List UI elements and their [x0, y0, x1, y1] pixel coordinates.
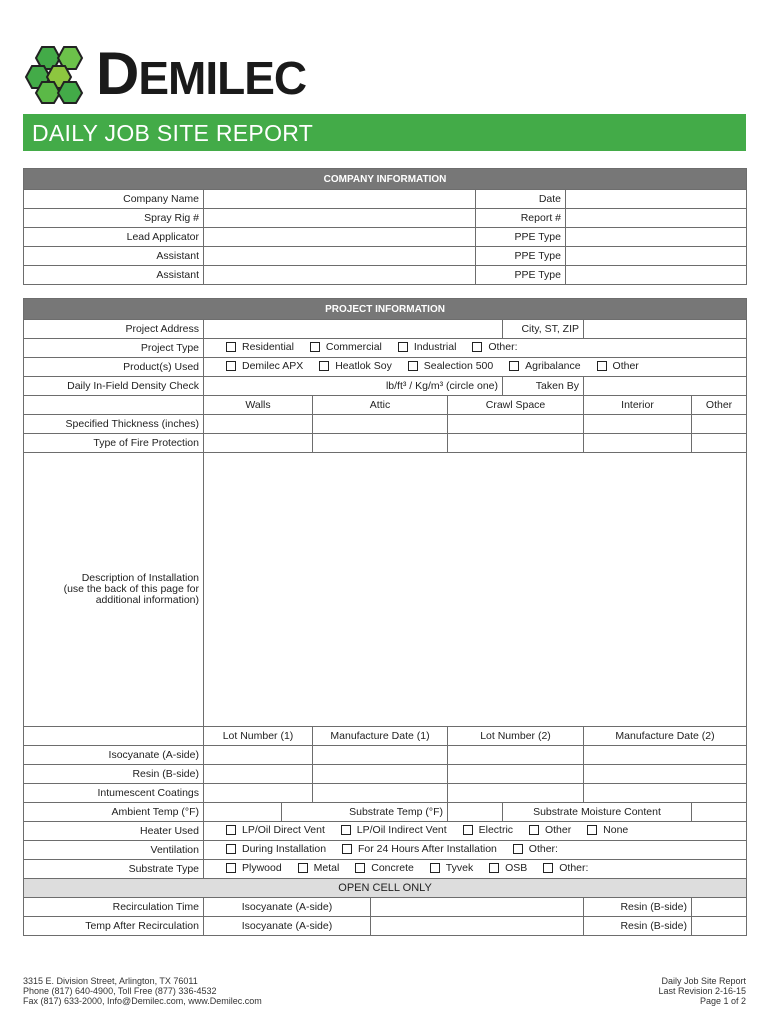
project-type-label: Project Type [24, 339, 204, 358]
checkbox-icon [587, 825, 597, 835]
int-lot-1-field[interactable] [204, 784, 313, 803]
intumescent-label: Intumescent Coatings [24, 784, 204, 803]
description-label [24, 453, 204, 727]
footer-doc-info [658, 976, 746, 1006]
checkbox-heatlok-soy[interactable] [319, 360, 392, 372]
table-row [24, 453, 747, 727]
checkbox-industrial[interactable] [398, 341, 457, 353]
option-label: Electric [478, 824, 514, 836]
assistant-field[interactable] [204, 247, 476, 266]
fire-crawl-field[interactable] [448, 434, 584, 453]
option-label: Other [612, 360, 639, 372]
table-row [24, 746, 747, 765]
manufacture-date-1-header: Manufacture Date (1) [313, 727, 448, 746]
table-row [24, 784, 747, 803]
ambient-temp-field[interactable] [204, 803, 282, 822]
fire-walls-field[interactable] [204, 434, 313, 453]
iso-lot-2-field[interactable] [448, 746, 584, 765]
table-row [24, 765, 747, 784]
brand-rest: EMILEC [138, 52, 307, 104]
table-row [24, 727, 747, 746]
checkbox-icon [509, 361, 519, 371]
checkbox-substrate-other[interactable] [543, 862, 588, 874]
thickness-attic-field[interactable] [313, 415, 448, 434]
spray-rig-field[interactable] [204, 209, 476, 228]
checkbox-lp-indirect[interactable] [341, 824, 447, 836]
checkbox-icon [398, 342, 408, 352]
ppe-type-field[interactable] [566, 228, 747, 247]
isocyanate-label: Isocyanate (A-side) [24, 746, 204, 765]
checkbox-heater-other[interactable] [529, 824, 571, 836]
products-used-label: Product(s) Used [24, 358, 204, 377]
option-label: LP/Oil Indirect Vent [356, 824, 447, 836]
fire-attic-field[interactable] [313, 434, 448, 453]
company-information-table [23, 168, 747, 285]
footer-phone: Phone (817) 640-4900, Toll Free (877) 336-4532 [23, 986, 217, 996]
company-name-field[interactable] [204, 190, 476, 209]
table-row [24, 377, 747, 396]
ppe-type-field[interactable] [566, 266, 747, 285]
checkbox-none[interactable] [587, 824, 628, 836]
company-info-header: COMPANY INFORMATION [24, 169, 747, 190]
density-units-field[interactable]: lb/ft³ / Kg/m³ (circle one) [204, 377, 503, 396]
substrate-temp-field[interactable] [448, 803, 503, 822]
checkbox-icon [463, 825, 473, 835]
temp-resin-field[interactable] [692, 917, 747, 936]
iso-date-1-field[interactable] [313, 746, 448, 765]
checkbox-agribalance[interactable] [509, 360, 580, 372]
option-label: Concrete [371, 862, 414, 874]
recirculation-time-label: Recirculation Time [24, 898, 204, 917]
company-name-label: Company Name [24, 190, 204, 209]
table-row [24, 228, 747, 247]
temp-iso-label: Isocyanate (A-side) [204, 917, 371, 936]
thickness-other-field[interactable] [692, 415, 747, 434]
area-walls-header: Walls [204, 396, 313, 415]
brand-wordmark [96, 40, 307, 107]
footer-address: 3315 E. Division Street, Arlington, TX 76011 [23, 976, 198, 986]
hexagon-cluster-icon [24, 44, 94, 106]
checkbox-concrete[interactable] [355, 862, 414, 874]
checkbox-icon [298, 863, 308, 873]
table-row [24, 841, 747, 860]
resin-lot-1-field[interactable] [204, 765, 313, 784]
description-line: (use the back of this page for [63, 583, 199, 595]
checkbox-during-installation[interactable] [226, 843, 326, 855]
resin-date-2-field[interactable] [584, 765, 747, 784]
option-label: Plywood [242, 862, 282, 874]
footer-fax: Fax (817) 633-2000, Info@Demilec.com, www.Demilec.com [23, 996, 262, 1006]
checkbox-electric[interactable] [463, 824, 513, 836]
lead-applicator-label: Lead Applicator [24, 228, 204, 247]
option-label: For 24 Hours After Installation [357, 843, 497, 855]
city-field[interactable] [584, 320, 747, 339]
report-title: DAILY JOB SITE REPORT [32, 120, 314, 146]
option-label: Other: [528, 843, 558, 855]
table-row [24, 358, 747, 377]
int-lot-2-field[interactable] [448, 784, 584, 803]
ppe-type-label: PPE Type [476, 266, 566, 285]
checkbox-icon [226, 863, 236, 873]
checkbox-icon [226, 825, 236, 835]
area-attic-header: Attic [313, 396, 448, 415]
description-line: additional information) [95, 594, 199, 606]
footer-contact [23, 976, 262, 1006]
city-label: City, ST, ZIP [503, 320, 584, 339]
table-row [24, 860, 747, 879]
project-information-table [23, 298, 747, 936]
table-row [24, 396, 747, 415]
substrate-options [204, 860, 747, 879]
checkbox-residential[interactable] [226, 341, 294, 353]
checkbox-icon [472, 342, 482, 352]
checkbox-osb[interactable] [489, 862, 527, 874]
fire-interior-field[interactable] [584, 434, 692, 453]
checkbox-icon [408, 361, 418, 371]
table-row [24, 822, 747, 841]
spray-rig-label: Spray Rig # [24, 209, 204, 228]
heater-options [204, 822, 747, 841]
checkbox-icon [597, 361, 607, 371]
option-label: Other: [559, 862, 589, 874]
option-label: Heatlok Soy [335, 360, 392, 372]
brand-initial: D [96, 40, 139, 107]
area-other-header: Other [692, 396, 747, 415]
taken-by-field[interactable] [584, 377, 747, 396]
temp-after-recirc-label: Temp After Recirculation [24, 917, 204, 936]
thickness-crawl-field[interactable] [448, 415, 584, 434]
report-title-bar [23, 114, 746, 151]
option-label: Tyvek [445, 862, 474, 874]
specified-thickness-label: Specified Thickness (inches) [24, 415, 204, 434]
date-label: Date [476, 190, 566, 209]
table-row [24, 266, 747, 285]
checkbox-commercial[interactable] [310, 341, 382, 353]
checkbox-plywood[interactable] [226, 862, 282, 874]
ppe-type-label: PPE Type [476, 247, 566, 266]
option-label: Industrial [413, 341, 457, 353]
option-label: Other [544, 824, 572, 836]
description-field[interactable] [204, 453, 747, 727]
int-date-2-field[interactable] [584, 784, 747, 803]
checkbox-icon [513, 844, 523, 854]
checkbox-demilec-apx[interactable] [226, 360, 303, 372]
iso-lot-1-field[interactable] [204, 746, 313, 765]
checkbox-other[interactable] [472, 341, 517, 353]
description-line: Description of Installation [81, 572, 199, 584]
checkbox-icon [226, 844, 236, 854]
lot-number-2-header: Lot Number (2) [448, 727, 584, 746]
table-row [24, 434, 747, 453]
fire-protection-label: Type of Fire Protection [24, 434, 204, 453]
ventilation-label: Ventilation [24, 841, 204, 860]
density-check-label: Daily In-Field Density Check [24, 377, 204, 396]
assistant-label: Assistant [24, 247, 204, 266]
fire-other-field[interactable] [692, 434, 747, 453]
project-type-options [204, 339, 747, 358]
heater-used-label: Heater Used [24, 822, 204, 841]
checkbox-metal[interactable] [298, 862, 340, 874]
date-field[interactable] [566, 190, 747, 209]
checkbox-lp-direct[interactable] [226, 824, 325, 836]
assistant-label: Assistant [24, 266, 204, 285]
checkbox-icon [543, 863, 553, 873]
manufacture-date-2-header: Manufacture Date (2) [584, 727, 747, 746]
table-row [24, 898, 747, 917]
recirc-resin-field[interactable] [692, 898, 747, 917]
resin-date-1-field[interactable] [313, 765, 448, 784]
checkbox-vent-other[interactable] [513, 843, 558, 855]
option-label: Sealection 500 [423, 360, 494, 372]
report-number-field[interactable] [566, 209, 747, 228]
moisture-label: Substrate Moisture Content [503, 803, 692, 822]
checkbox-tyvek[interactable] [430, 862, 473, 874]
checkbox-icon [226, 361, 236, 371]
checkbox-24-hours[interactable] [342, 843, 497, 855]
blank-cell [24, 727, 204, 746]
ppe-type-field[interactable] [566, 247, 747, 266]
lead-applicator-field[interactable] [204, 228, 476, 247]
checkbox-icon [529, 825, 539, 835]
recirc-iso-field[interactable] [371, 898, 584, 917]
substrate-temp-label: Substrate Temp (°F) [282, 803, 448, 822]
footer-doc-name: Daily Job Site Report [661, 976, 746, 986]
assistant-field[interactable] [204, 266, 476, 285]
moisture-field[interactable] [692, 803, 747, 822]
temp-resin-label: Resin (B-side) [584, 917, 692, 936]
checkbox-icon [341, 825, 351, 835]
project-address-field[interactable] [204, 320, 503, 339]
option-label: Demilec APX [242, 360, 304, 372]
temp-iso-field[interactable] [371, 917, 584, 936]
products-options [204, 358, 747, 377]
report-number-label: Report # [476, 209, 566, 228]
open-cell-only-header: OPEN CELL ONLY [24, 879, 747, 898]
checkbox-sealection-500[interactable] [408, 360, 493, 372]
project-address-label: Project Address [24, 320, 204, 339]
project-info-header: PROJECT INFORMATION [24, 299, 747, 320]
checkbox-other-product[interactable] [597, 360, 639, 372]
option-label: Metal [313, 862, 340, 874]
area-crawl-space-header: Crawl Space [448, 396, 584, 415]
option-label: During Installation [242, 843, 327, 855]
table-row [24, 320, 747, 339]
resin-lot-2-field[interactable] [448, 765, 584, 784]
taken-by-label: Taken By [503, 377, 584, 396]
option-label: LP/Oil Direct Vent [242, 824, 325, 836]
option-label: OSB [505, 862, 528, 874]
table-row [24, 917, 747, 936]
table-row [24, 415, 747, 434]
thickness-interior-field[interactable] [584, 415, 692, 434]
recirc-resin-label: Resin (B-side) [584, 898, 692, 917]
int-date-1-field[interactable] [313, 784, 448, 803]
recirc-iso-label: Isocyanate (A-side) [204, 898, 371, 917]
checkbox-icon [226, 342, 236, 352]
checkbox-icon [319, 361, 329, 371]
table-row [24, 803, 747, 822]
table-row [24, 209, 747, 228]
table-row [24, 190, 747, 209]
checkbox-icon [355, 863, 365, 873]
lot-number-1-header: Lot Number (1) [204, 727, 313, 746]
table-row [24, 339, 747, 358]
option-label: Agribalance [525, 360, 581, 372]
footer-page-number: Page 1 of 2 [699, 996, 746, 1006]
checkbox-icon [342, 844, 352, 854]
checkbox-icon [489, 863, 499, 873]
option-label: Residential [242, 341, 294, 353]
ppe-type-label: PPE Type [476, 228, 566, 247]
option-label: None [603, 824, 629, 836]
resin-label: Resin (B-side) [24, 765, 204, 784]
blank-cell [24, 396, 204, 415]
footer-revision: Last Revision 2-16-15 [658, 986, 746, 996]
thickness-walls-field[interactable] [204, 415, 313, 434]
table-row [24, 247, 747, 266]
iso-date-2-field[interactable] [584, 746, 747, 765]
ventilation-options [204, 841, 747, 860]
checkbox-icon [310, 342, 320, 352]
substrate-type-label: Substrate Type [24, 860, 204, 879]
option-label: Commercial [325, 341, 382, 353]
area-interior-header: Interior [584, 396, 692, 415]
checkbox-icon [430, 863, 440, 873]
option-label: Other: [488, 341, 518, 353]
ambient-temp-label: Ambient Temp (°F) [24, 803, 204, 822]
